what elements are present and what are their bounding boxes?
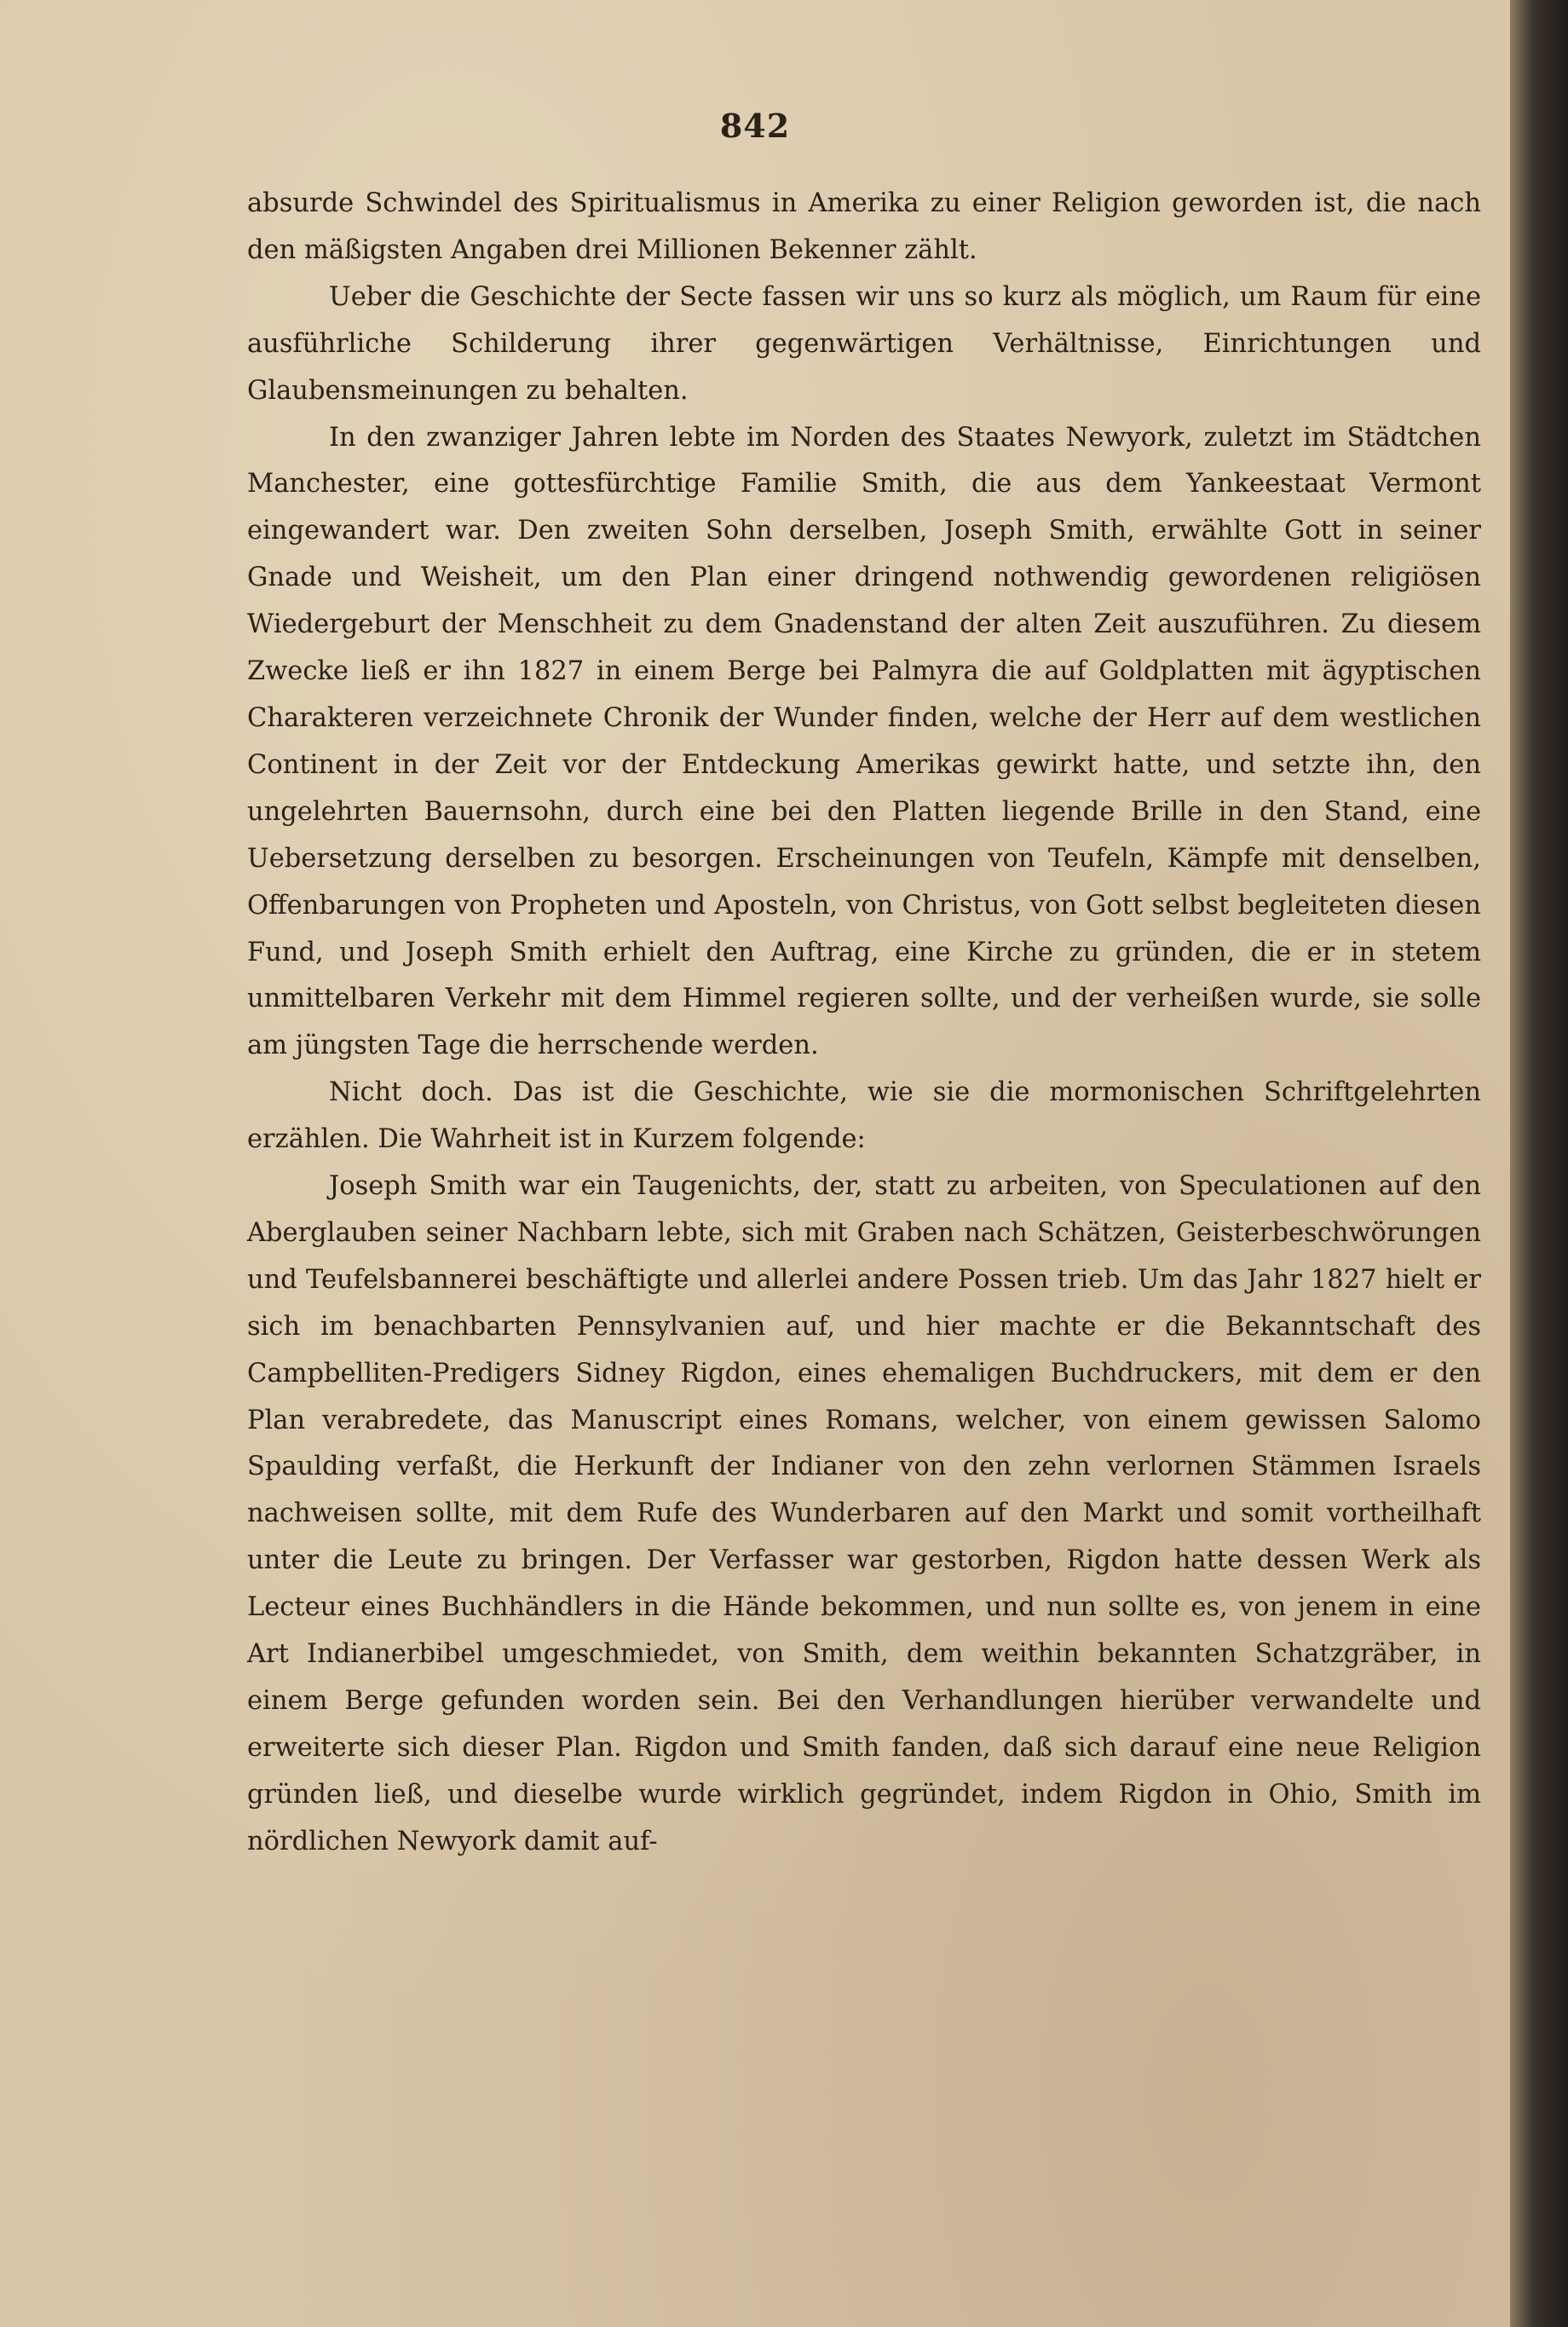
body-text bbox=[247, 181, 1481, 1866]
page-number: 842 bbox=[719, 107, 791, 145]
paragraph-5: Joseph Smith war ein Taugenichts, der, statt zu arbeiten, von Speculationen auf den Aberglauben seiner Nachbarn lebte, sich mit Graben nach Schätzen, Geisterbeschwörungen und Teufelsbannerei beschäftigte und allerlei andere Possen trieb. Um das Jahr 1827 hielt er sich im benachbarten Pennsylvanien auf, und hier machte er die Bekanntschaft des Campbelliten-Predigers Sidney Rigdon, eines ehemaligen Buchdruckers, mit dem er den Plan verabredete, das Manuscript eines Romans, welcher, von einem gewissen Salomo Spaulding verfaßt, die Herkunft der Indianer von den zehn verlornen Stämmen Israels nachweisen sollte, mit dem Rufe des Wunderbaren auf den Markt und somit vortheilhaft unter die Leute zu bringen. Der Verfasser war gestorben, Rigdon hatte dessen Werk als Lecteur eines Buchhändlers in die Hände bekommen, und nun sollte es, von jenem in eine Art Indianerbibel umgeschmiedet, von Smith, dem weithin bekannten Schatzgräber, in einem Berge gefunden worden sein. Bei den Verhandlungen hierüber verwandelte und erweiterte sich dieser Plan. Rigdon und Smith fanden, daß sich darauf eine neue Religion gründen ließ, und dieselbe wurde wirklich gegründet, indem Rigdon in Ohio, Smith im nördlichen Newyork damit auf- bbox=[247, 1171, 1481, 1856]
book-page-edge bbox=[1510, 0, 1568, 2327]
paragraph-1: absurde Schwindel des Spiritualismus in Amerika zu einer Religion geworden ist, die nach den mäßigsten Angaben drei Millionen Bekenner zählt. bbox=[247, 188, 1481, 265]
paragraph-4: Nicht doch. Das ist die Geschichte, wie sie die mormonischen Schriftgelehrten erzählen. Die Wahrheit ist in Kurzem folgende: bbox=[247, 1077, 1481, 1155]
paragraph-2: Ueber die Geschichte der Secte fassen wir uns so kurz als möglich, um Raum für eine ausführliche Schilderung ihrer gegenwärtigen Verhältnisse, Einrichtungen und Glaubensmeinungen zu behalten. bbox=[247, 281, 1481, 406]
paragraph-3: In den zwanziger Jahren lebte im Norden des Staates Newyork, zuletzt im Städtchen Manchester, eine gottesfürchtige Familie Smith, die aus dem Yankeestaat Vermont eingewandert war. Den zweiten Sohn derselben, Joseph Smith, erwählte Gott in seiner Gnade und Weisheit, um den Plan einer dringend nothwendig gewordenen religiösen Wiedergeburt der Menschheit zu dem Gnadenstand der alten Zeit auszuführen. Zu diesem Zwecke ließ er ihn 1827 in einem Berge bei Palmyra die auf Goldplatten mit ägyptischen Charakteren verzeichnete Chronik der Wunder finden, welche der Herr auf dem westlichen Continent in der Zeit vor der Entdeckung Amerikas gewirkt hatte, und setzte ihn, den ungelehrten Bauernsohn, durch eine bei den Platten liegende Brille in den Stand, eine Uebersetzung derselben zu besorgen. Erscheinungen von Teufeln, Kämpfe mit denselben, Offenbarungen von Propheten und Aposteln, von Christus, von Gott selbst begleiteten diesen Fund, und Joseph Smith erhielt den Auftrag, eine Kirche zu gründen, die er in stetem unmittelbaren Verkehr mit dem Himmel regieren sollte, und der verheißen wurde, sie solle am jüngsten Tage die herrschende werden. bbox=[247, 422, 1481, 1061]
